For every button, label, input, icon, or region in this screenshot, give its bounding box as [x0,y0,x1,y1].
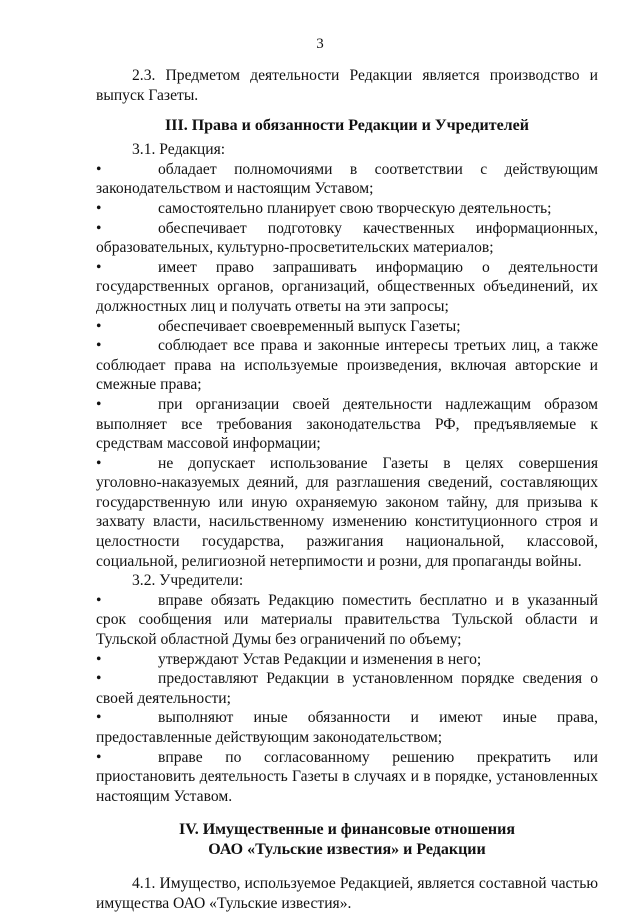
paragraph-4-1: 4.1. Имущество, используемое Редакцией, является составной частью имущества ОАО «Тульские известия». [96,875,598,912]
list-item: • имеет право запрашивать информацию о деятельности государственных органов, организаций, общественных объединений, их должностных лиц и получать ответы на эти запросы; [96,258,598,315]
list-item: • соблюдает все права и законные интересы третьих лиц, а также соблюдает права на используемые произведения, включая авторские и смежные права; [96,337,598,394]
bullet-icon: • [96,395,102,413]
list-item: • самостоятельно планирует свою творческую деятельность; [96,199,552,217]
bullet-icon: • [96,258,102,276]
bullet-icon: • [96,748,102,766]
editorial-rights-list [96,160,598,571]
bullet-icon: • [96,160,102,178]
list-item: • обеспечивает своевременный выпуск Газеты; [96,317,461,335]
bullet-icon: • [96,709,102,727]
bullet-icon: • [96,454,102,472]
list-item: • вправе по согласованному решению прекратить или приостановить деятельность Газеты в случаях и в порядке, установленных настоящим Уставом. [96,748,598,805]
founders-rights-list [96,591,598,807]
page-number: 3 [316,36,324,52]
bullet-icon: • [96,337,102,355]
bullet-icon: • [96,219,102,237]
list-item: • не допускает использование Газеты в целях совершения уголовно-наказуемых деяний, для разглашения сведений, составляющих государственную или иную охраняемую законом тайну, для призыва к захвату власти, насильственному изменению конституционного строя и целостности государства, разжигания национальной, классовой, социальной, религиозной нетерпимости и розни, для пропаганды войны. [96,454,598,570]
bullet-icon: • [96,317,102,335]
bullet-icon: • [96,591,102,609]
section-heading-4-line-1: IV. Имущественные и финансовые отношения [178,821,516,839]
list-item: • вправе обязать Редакцию поместить бесплатно и в указанный срок сообщения или материалы правительства Тульской области и Тульской областной Думы без ограничений по объему; [96,591,598,649]
bullet-icon: • [96,199,102,217]
section-heading-3: III. Права и обязанности Редакции и Учредителей [165,117,529,135]
list-item: • предоставляют Редакции в установленном порядке сведения о своей деятельности; [96,670,598,707]
list-item: • утверждают Устав Редакции и изменения в него; [96,650,482,668]
bullet-icon: • [96,650,102,668]
list-item: • выполняют иные обязанности и имеют иные права, предоставленные действующим законодательством; [96,709,598,746]
paragraph-2-3: 2.3. Предметом деятельности Редакции является производство и выпуск Газеты. [96,67,598,104]
paragraph-3-1: 3.1. Редакция: [132,141,226,159]
list-item: • обеспечивает подготовку качественных информационных, образовательных, культурно-просветительских материалов; [96,219,598,257]
document-body [96,66,598,914]
section-heading-4-line-2: ОАО «Тульские известия» и Редакции [208,841,486,859]
list-item: • при организации своей деятельности надлежащим образом выполняет все требования законодательства РФ, предъявляемые к средствам массовой информации; [96,395,598,453]
paragraph-3-2: 3.2. Учредители: [132,572,244,590]
bullet-icon: • [96,670,102,688]
list-item: • обладает полномочиями в соответствии с действующим законодательством и настоящим Уставом; [96,160,598,198]
